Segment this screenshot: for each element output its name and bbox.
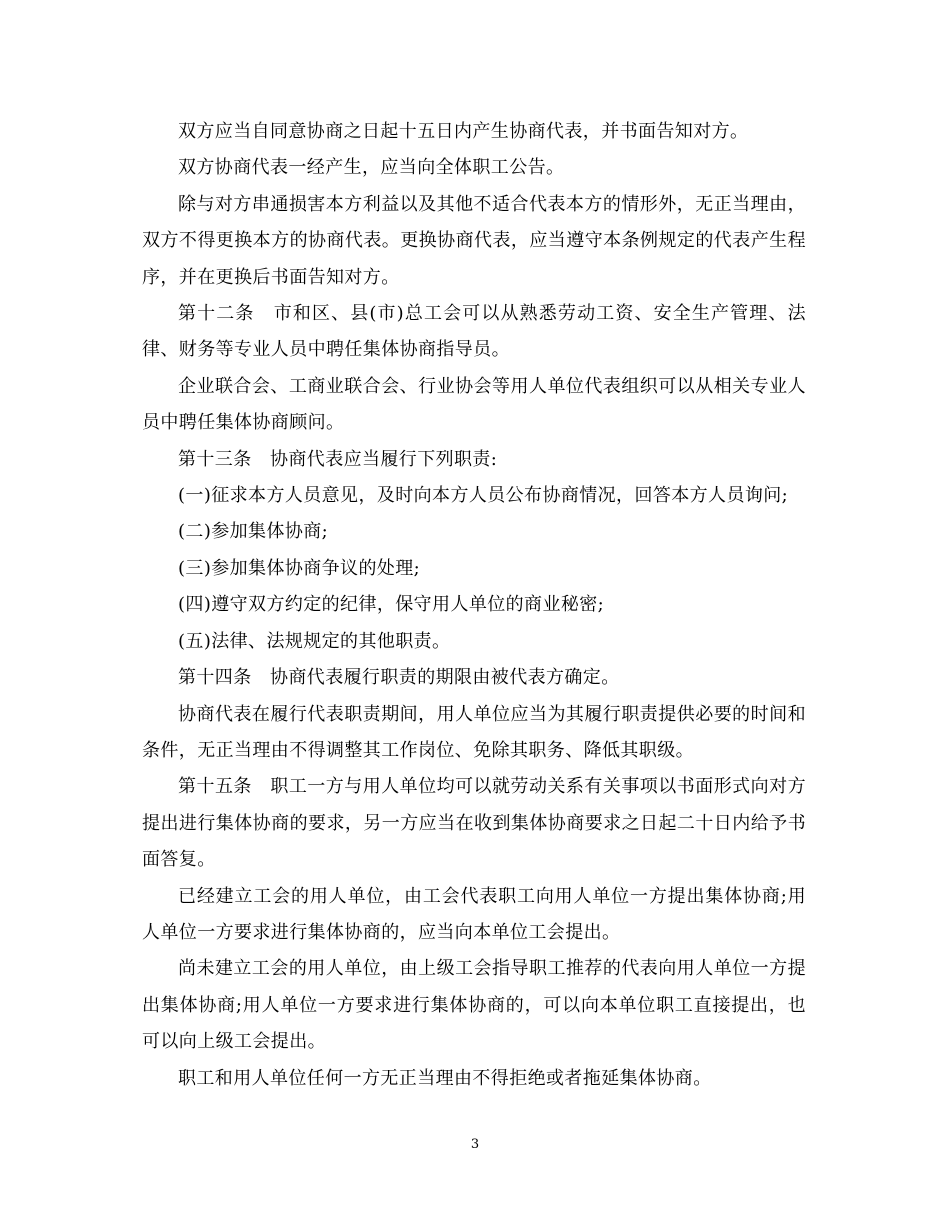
list-item: (四)遵守双方约定的纪律，保守用人单位的商业秘密; xyxy=(178,594,605,616)
paragraph: 协商代表在履行代表职责期间，用人单位应当为其履行职责提供必要的时间和条件，无正当理由不得调整其工作岗位、免除其职务、降低其职级。 xyxy=(142,703,806,761)
paragraph: 企业联合会、工商业联合会、行业协会等用人单位代表组织可以从相关专业人员中聘任集体协商顾问。 xyxy=(142,375,806,434)
article-12-paragraph: 第十二条 市和区、县(市)总工会可以从熟悉劳动工资、安全生产管理、法律、财务等专业人员中聘任集体协商指导员。 xyxy=(142,303,806,361)
document-body xyxy=(142,114,806,1097)
paragraph: 双方协商代表一经产生，应当向全体职工公告。 xyxy=(178,157,565,179)
article-14-paragraph: 第十四条 协商代表履行职责的期限由被代表方确定。 xyxy=(178,667,620,689)
paragraph: 已经建立工会的用人单位，由工会代表职工向用人单位一方提出集体协商;用人单位一方要求进行集体协商的，应当向本单位工会提出。 xyxy=(142,885,806,943)
paragraph: 双方应当自同意协商之日起十五日内产生协商代表，并书面告知对方。 xyxy=(178,121,749,142)
list-item: (一)征求本方人员意见，及时向本方人员公布协商情况，回答本方人员询问; xyxy=(178,485,789,507)
paragraph: 除与对方串通损害本方利益以及其他不适合代表本方的情形外，无正当理由，双方不得更换本方的协商代表。更换协商代表，应当遵守本条例规定的代表产生程序，并在更换后书面告知对方。 xyxy=(142,193,806,288)
list-item: (二)参加集体协商; xyxy=(178,521,329,543)
paragraph: 职工和用人单位任何一方无正当理由不得拒绝或者拖延集体协商。 xyxy=(178,1067,712,1089)
page-number: 3 xyxy=(470,1137,480,1152)
paragraph: 尚未建立工会的用人单位，由上级工会指导职工推荐的代表向用人单位一方提出集体协商;用人单位一方要求进行集体协商的，可以向本单位职工直接提出，也可以向上级工会提出。 xyxy=(142,958,806,1053)
article-15-paragraph: 第十五条 职工一方与用人单位均可以就劳动关系有关事项以书面形式向对方提出进行集体协商的要求，另一方应当在收到集体协商要求之日起二十日内给予书面答复。 xyxy=(142,776,806,871)
article-13-paragraph: 第十三条 协商代表应当履行下列职责: xyxy=(178,448,498,470)
list-item: (五)法律、法规规定的其他职责。 xyxy=(178,630,451,652)
list-item: (三)参加集体协商争议的处理; xyxy=(178,557,421,579)
